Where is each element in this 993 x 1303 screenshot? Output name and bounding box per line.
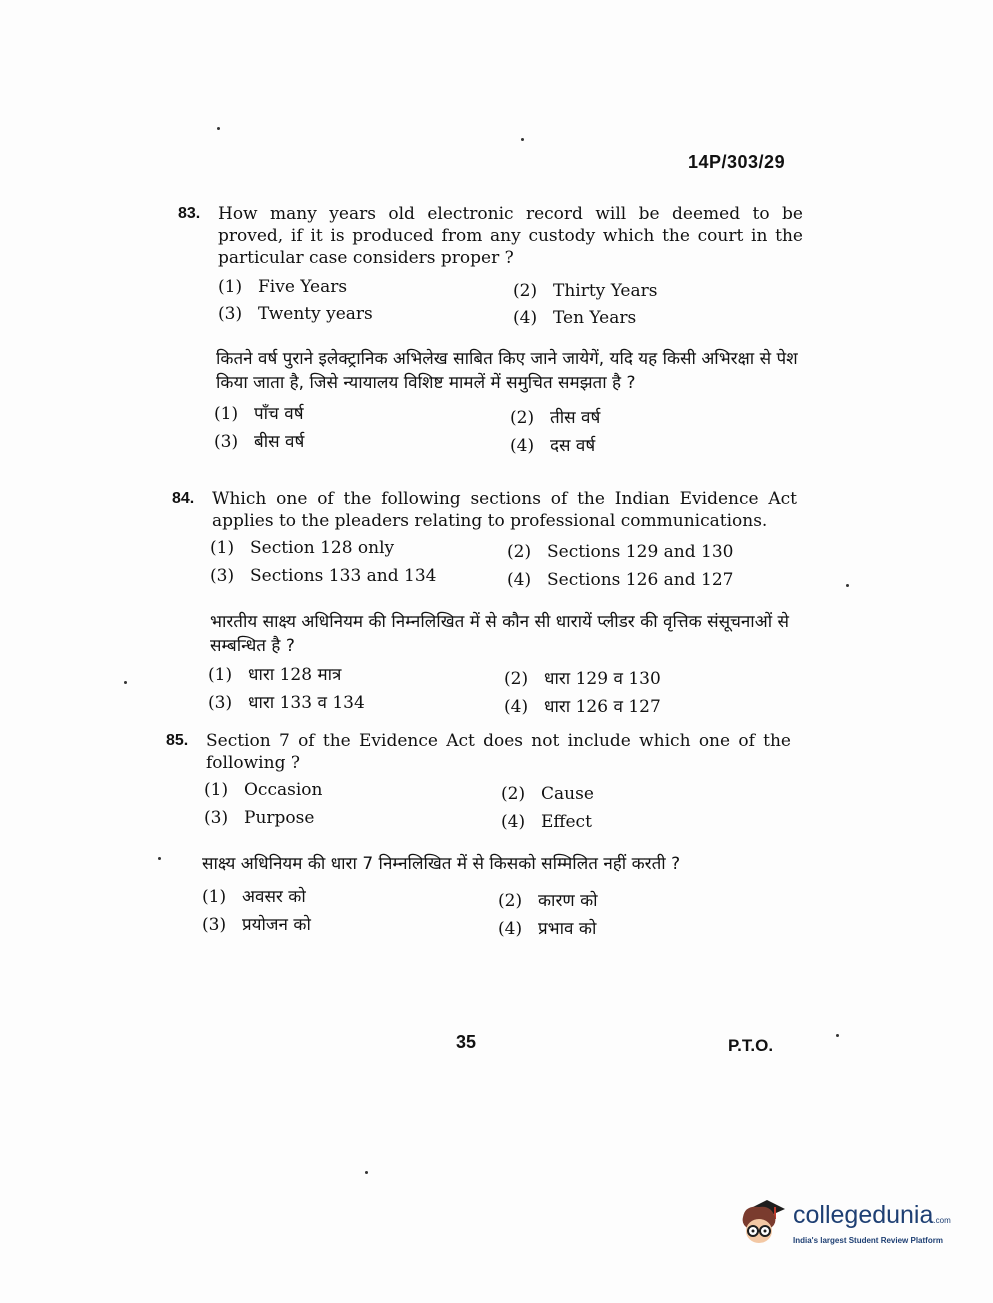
option-number: (2)	[513, 281, 538, 301]
option-text: धारा 128 मात्र	[248, 665, 342, 685]
options-hi	[172, 662, 802, 722]
options-hi	[166, 884, 796, 944]
option-text: धारा 126 व 127	[544, 697, 661, 717]
option-3-en	[218, 304, 373, 324]
options-hi	[178, 401, 808, 461]
option-3-hi	[208, 690, 365, 713]
option-number: (1)	[214, 404, 239, 424]
option-text: Effect	[541, 812, 592, 832]
question-number: 85.	[166, 732, 189, 749]
scan-speck	[124, 681, 127, 684]
option-text: Cause	[541, 784, 594, 804]
options-en	[172, 538, 802, 598]
question-text-en: Which one of the following sections of the Indian Evidence Act applies to the pleaders relating to professional communications.	[212, 489, 797, 531]
option-number: (3)	[218, 304, 243, 324]
option-3-en	[210, 566, 436, 586]
option-text: Purpose	[244, 808, 315, 828]
scan-speck	[521, 138, 524, 141]
option-2-en	[501, 784, 594, 804]
option-1-en	[204, 780, 322, 800]
scan-speck	[217, 127, 220, 130]
page-number: 35	[456, 1032, 477, 1052]
option-4-en	[507, 570, 733, 590]
option-2-en	[513, 281, 657, 301]
option-number: (1)	[202, 887, 227, 907]
option-text: धारा 129 व 130	[544, 669, 661, 689]
option-text: Five Years	[258, 277, 348, 297]
question-number: 84.	[172, 490, 195, 507]
option-text: Twenty years	[258, 304, 373, 324]
option-number: (4)	[510, 436, 535, 456]
option-2-hi	[504, 666, 661, 689]
question-84	[172, 488, 802, 722]
option-text: Sections 133 and 134	[250, 566, 437, 586]
option-number: (3)	[214, 432, 239, 452]
option-number: (1)	[218, 277, 243, 297]
option-number: (4)	[501, 812, 526, 832]
option-number: (2)	[510, 408, 535, 428]
option-number: (3)	[204, 808, 229, 828]
option-3-hi	[202, 912, 311, 935]
logo-wordmark: collegedunia.com	[793, 1201, 951, 1229]
option-2-hi	[510, 405, 600, 428]
option-4-hi	[510, 433, 595, 456]
option-text: बीस वर्ष	[254, 432, 305, 452]
student-mascot-icon	[735, 1195, 791, 1251]
option-number: (2)	[507, 542, 532, 562]
option-text: धारा 133 व 134	[248, 693, 365, 713]
option-text: Sections 129 and 130	[547, 542, 734, 562]
scan-speck	[365, 1171, 368, 1174]
pto-label: P.T.O.	[728, 1036, 774, 1055]
option-number: (2)	[501, 784, 526, 804]
scan-speck	[836, 1034, 839, 1037]
option-number: (1)	[204, 780, 229, 800]
option-text: Section 128 only	[250, 538, 395, 558]
option-text: कारण को	[538, 891, 598, 911]
question-83	[178, 203, 808, 461]
option-3-en	[204, 808, 314, 828]
option-2-en	[507, 542, 733, 562]
option-number: (2)	[498, 891, 523, 911]
question-text-hi: कितने वर्ष पुराने इलेक्ट्रानिक अभिलेख साबित किए जाने जायेगें, यदि यह किसी अभिरक्षा से पेश किया जाता है, जिसे न्यायालय विशिष्ट मामलें में समुचित समझता है ?	[216, 349, 798, 393]
question-text-hi: साक्ष्य अधिनियम की धारा 7 निम्नलिखित में से किसको सम्मिलित नहीं करती ?	[202, 854, 681, 874]
option-2-hi	[498, 888, 598, 911]
option-4-en	[513, 308, 636, 328]
option-1-hi	[214, 401, 304, 424]
option-1-en	[218, 277, 347, 297]
option-4-hi	[498, 916, 596, 939]
paper-code: 14P/303/29	[688, 152, 786, 172]
options-en	[178, 277, 808, 337]
question-number: 83.	[178, 205, 201, 222]
option-number: (2)	[504, 669, 529, 689]
option-text: Occasion	[244, 780, 323, 800]
scan-speck	[846, 584, 849, 587]
option-number: (4)	[498, 919, 523, 939]
option-1-en	[210, 538, 394, 558]
option-text: Thirty Years	[553, 281, 658, 301]
option-text: Ten Years	[553, 308, 637, 328]
option-3-hi	[214, 429, 304, 452]
option-number: (1)	[210, 538, 235, 558]
logo-tagline: India's largest Student Review Platform	[793, 1236, 943, 1245]
option-text: दस वर्ष	[550, 436, 596, 456]
option-text: प्रभाव को	[538, 919, 597, 939]
option-number: (4)	[513, 308, 538, 328]
options-en	[166, 780, 796, 840]
question-85	[166, 730, 796, 944]
option-number: (3)	[210, 566, 235, 586]
option-4-hi	[504, 694, 661, 717]
collegedunia-logo	[735, 1195, 960, 1255]
scan-speck	[158, 857, 161, 860]
option-number: (4)	[504, 697, 529, 717]
option-4-en	[501, 812, 592, 832]
option-1-hi	[202, 884, 306, 907]
option-number: (1)	[208, 665, 233, 685]
option-text: प्रयोजन को	[242, 915, 311, 935]
question-text-en: How many years old electronic record will be deemed to be proved, if it is produced from any custody which the court in the particular case considers proper ?	[218, 204, 803, 268]
question-text-hi: भारतीय साक्ष्य अधिनियम की निम्नलिखित में से कौन सी धारायें प्लीडर की वृत्तिक संसूचनाओं से सम्बन्धित है ?	[210, 612, 789, 656]
option-text: Sections 126 and 127	[547, 570, 734, 590]
question-text-en: Section 7 of the Evidence Act does not include which one of the following ?	[206, 731, 791, 773]
option-text: तीस वर्ष	[550, 408, 601, 428]
option-text: अवसर को	[242, 887, 306, 907]
option-1-hi	[208, 662, 341, 685]
option-number: (3)	[202, 915, 227, 935]
option-number: (3)	[208, 693, 233, 713]
option-text: पाँच वर्ष	[254, 404, 304, 424]
option-number: (4)	[507, 570, 532, 590]
